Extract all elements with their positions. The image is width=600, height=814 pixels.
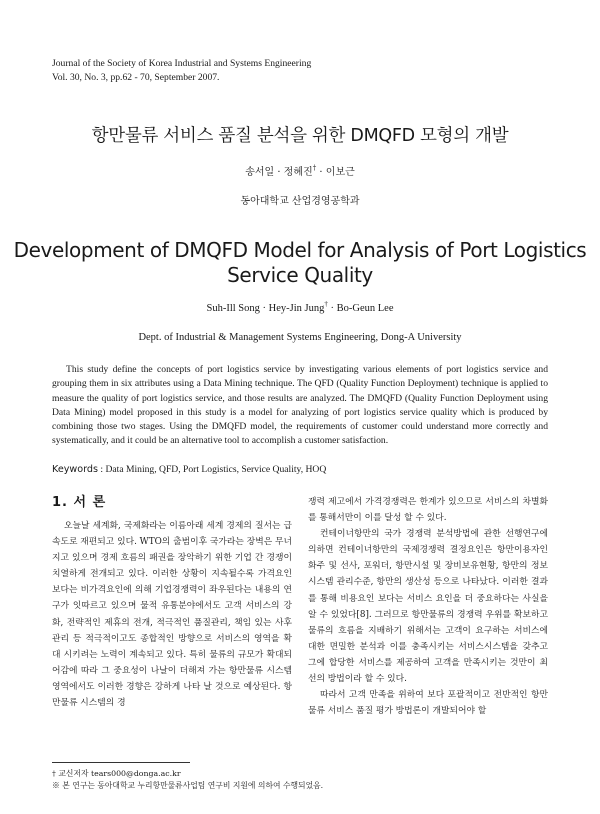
english-title [0, 238, 600, 288]
korean-affiliation: 동아대학교 산업경영공학과 [240, 196, 360, 207]
body-left-column [52, 518, 292, 711]
corresponding-mark: † [324, 300, 328, 308]
korean-authors [0, 163, 600, 178]
english-author-3: Bo-Geun Lee [336, 303, 394, 314]
corresponding-label: 교신저자 [58, 769, 89, 778]
english-author-2: Hey-Jin Jung [268, 303, 325, 314]
keywords-separator: : [100, 464, 104, 475]
note-mark: ※ [52, 780, 60, 790]
corresponding-author-note [52, 768, 323, 780]
corresponding-email: tears000@donga.ac.kr [91, 769, 181, 778]
author-separator: · [319, 167, 323, 178]
journal-name: Journal of the Society of Korea Industrial and Systems Engineering [52, 58, 312, 69]
author-separator: · [277, 167, 281, 178]
keywords-label: Keywords [52, 464, 98, 475]
korean-title: 항만물류 서비스 품질 분석을 위한 DMQFD 모형의 개발 [91, 126, 509, 146]
korean-author-1: 송서일 [245, 167, 275, 178]
journal-header [52, 57, 311, 85]
paragraph: 따라서 고객 만족을 위하여 보다 포괄적이고 전반적인 항만물류 서비스 품질 평가 방법론이 개발되어야 할 [308, 690, 548, 717]
author-separator: · [262, 303, 267, 314]
funding-text: 본 연구는 동아대학교 누리항만물류사업팀 연구비 지원에 의하여 수행되었음. [62, 780, 324, 790]
author-separator: · [330, 303, 334, 314]
section-title: 1. 서 론 [52, 495, 107, 510]
english-affiliation: Dept. of Industrial & Management Systems Engineering, Dong-A University [138, 332, 462, 343]
english-title-line-2: Service Quality [227, 263, 373, 287]
journal-volume: Vol. 30, No. 3, pp.62 - 70, September 2007. [52, 72, 220, 83]
footnote-divider [52, 762, 190, 763]
keywords-list: Data Mining, QFD, Port Logistics, Service Quality, HOQ [105, 464, 327, 475]
footnotes [52, 768, 323, 791]
paragraph: 쟁력 제고에서 가격경쟁력은 한계가 있으므로 서비스의 차별화를 통해서만이 이를 달성 할 수 있다. [308, 497, 548, 524]
abstract: This study define the concepts of port logistics service by investigating various elements of port logistics service and grouping them in six attributes using a Data Mining technique. The QFD (Quality Function Deployment) technique is applied to measure the quality of port logistics service, and those results are analyzed. The DMQFD (Quality Function Deployment using Data Mining) model proposed in this study is a model for analyzing of port logistics service quality which is produced by combining those two stages. Using the DMQFD model, the requirements of customer could understand more correctly and systematically, and it could be an alternative tool to accomplish a customer satisfaction. [52, 364, 548, 447]
english-author-1: Suh-Ill Song [206, 303, 260, 314]
paragraph: 컨테이너항만의 국가 경쟁력 분석방법에 관한 선행연구에 의하면 컨테이너항만의 국제경쟁력 결정요인은 항만이용자인 화주 및 선사, 포워더, 항만시설 및 장비보유현황, 항만의 정보시스템 관리수준, 항만의 생산성 등으로 나타났다. 이러한 결과를 통해 비용요인 보다는 서비스 요인을 더 중요하다는 사실을 알 수 있었다[8]. 그러므로 항만물류의 경쟁력 우위를 확보하고 물류의 흐름을 지배하기 위해서는 고객이 요구하는 서비스에 대한 면밀한 분석과 이를 충족시키는 서비스시스템을 갖추고 그에 합당한 서비스를 제공하여 고객을 만족시키는 것만이 최선의 방법이라 할 수 있다. [308, 529, 548, 685]
korean-author-3: 이보근 [325, 167, 355, 178]
body-right-column [308, 494, 548, 719]
corresponding-mark: † [312, 164, 317, 172]
paragraph: 오늘날 세계화, 국제화라는 이름아래 세계 경제의 질서는 급속도로 재편되고 있다. WTO의 출범이후 국가라는 장벽은 무너지고 있으며 경제 흐름의 패권을 장악하기 위한 기업 간 경쟁이 치열하게 전개되고 있다. 이러한 상황이 지속될수록 가격요인 보다는 비가격요인에 의해 기업경쟁력이 좌우된다는 내용의 연구가 잇따르고 있으며 물적 유통분야에서도 고객 서비스의 강화, 전략적인 제휴의 전개, 적극적인 품질관리, 책임 있는 사후관리 등 적극적이고도 종합적인 방향으로 서비스의 영역을 확대 시키려는 노력이 계속되고 있다. 특히 물류의 규모가 확대되어감에 따라 그 중요성이 나날이 더해져 가는 항만물류 시스템 영역에서도 이러한 경향은 강하게 나타 날 것으로 예상된다. 항만물류 시스템의 경 [52, 521, 292, 709]
korean-author-2: 정혜진 [283, 167, 313, 178]
funding-note [52, 780, 323, 792]
keywords [52, 464, 326, 475]
english-title-line-1: Development of DMQFD Model for Analysis of Port Logistics [13, 238, 587, 262]
corresponding-mark: † [52, 769, 56, 778]
english-authors [0, 300, 600, 314]
